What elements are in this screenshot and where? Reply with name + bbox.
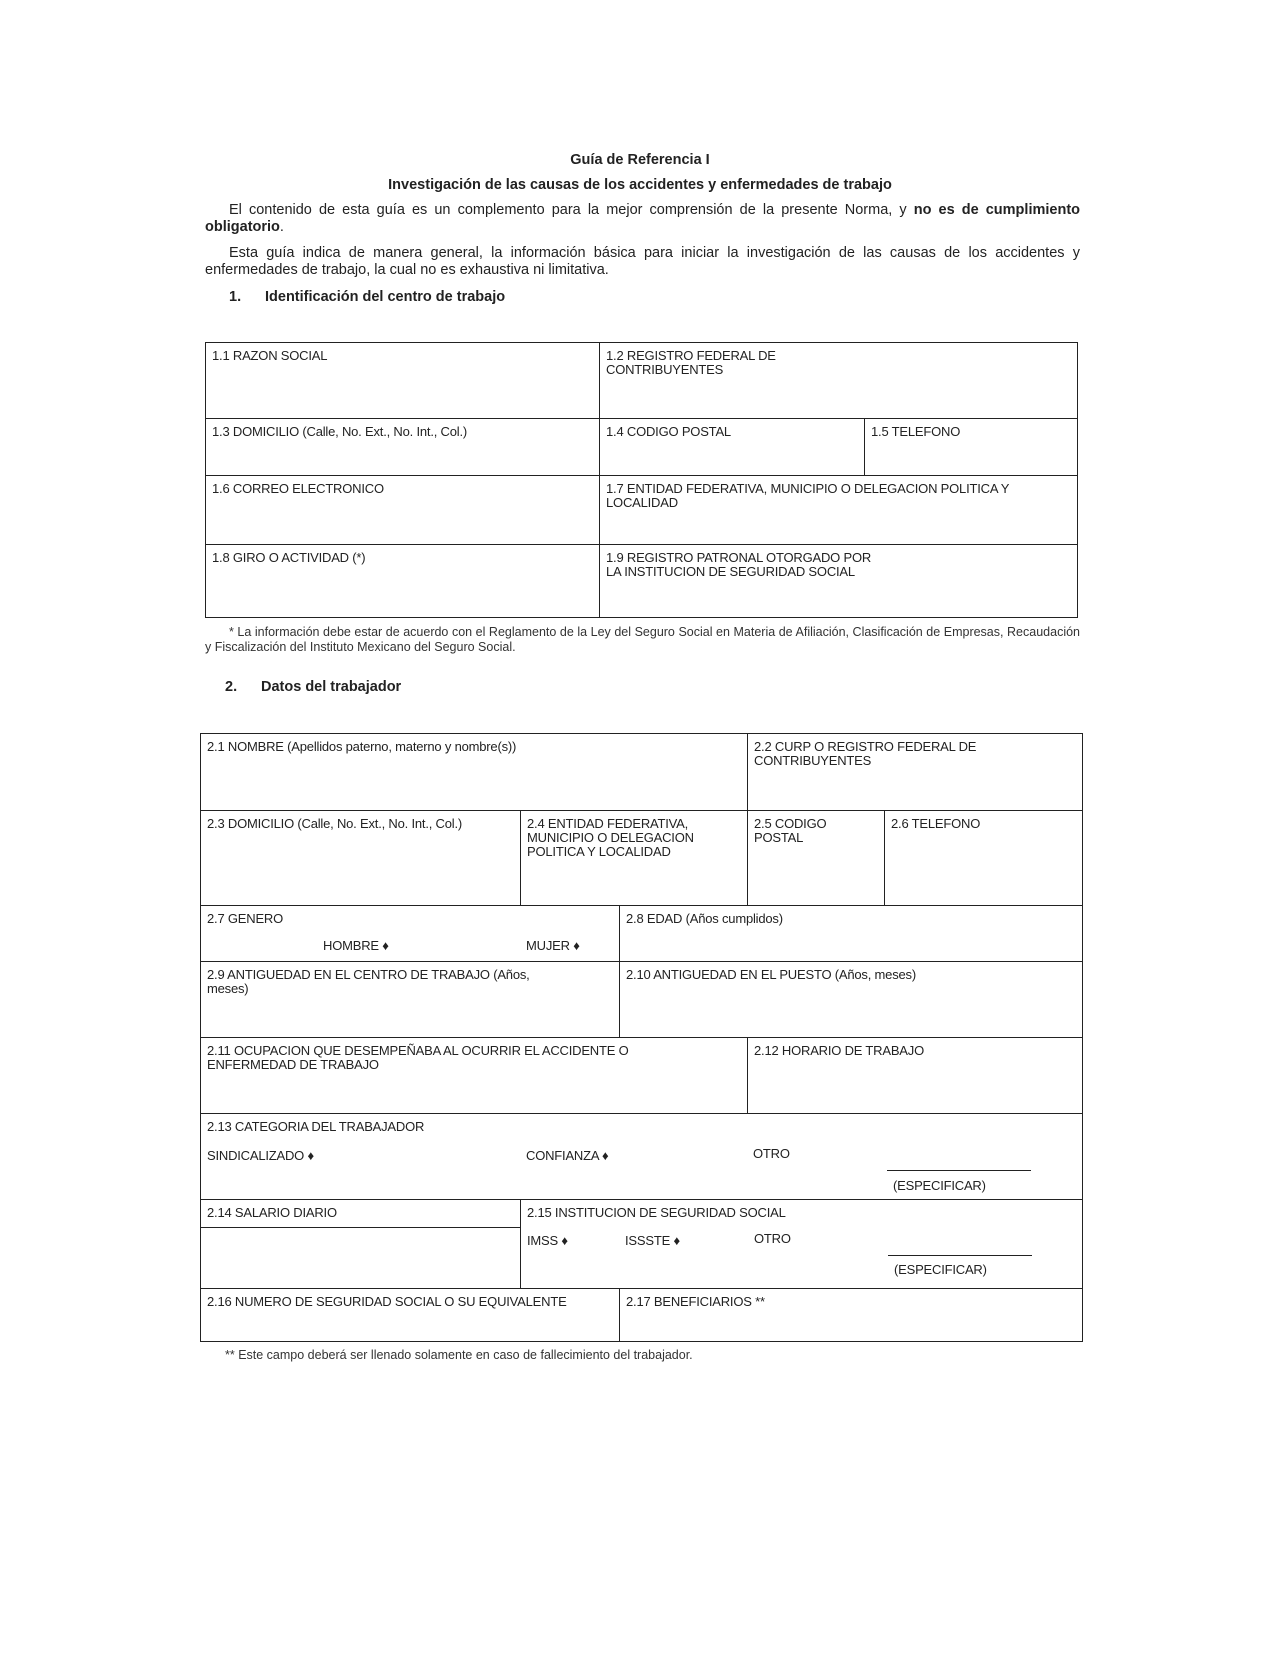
field-razon-social[interactable]: 1.1 RAZON SOCIAL xyxy=(212,348,328,363)
field-ocupacion[interactable]: 2.11 OCUPACION QUE DESEMPEÑABA AL OCURRIR EL ACCIDENTE O ENFERMEDAD DE TRABAJO xyxy=(201,1037,747,1113)
intro-bold-text: no es de cumplimiento obligatorio xyxy=(205,202,1081,235)
field-institucion: 2.15 INSTITUCION DE SEGURIDAD SOCIAL IMSS ♦ ISSSTE ♦ OTRO (ESPECIFICAR) xyxy=(520,1200,1082,1288)
page-title: Guía de Referencia I xyxy=(570,152,710,168)
field-beneficiarios[interactable]: 2.17 BENEFICIARIOS ** xyxy=(619,1288,1082,1341)
workplace-form xyxy=(205,342,1078,618)
field-giro[interactable]: 1.8 GIRO O ACTIVIDAD (*) xyxy=(206,544,599,617)
field-domicilio-trabajador[interactable]: 2.3 DOMICILIO (Calle, No. Ext., No. Int., Col.) xyxy=(201,810,520,905)
salario-divider xyxy=(201,1227,520,1228)
field-domicilio[interactable]: 1.3 DOMICILIO (Calle, No. Ext., No. Int., Col.) xyxy=(206,418,599,475)
field-entidad-federativa[interactable]: 1.7 ENTIDAD FEDERATIVA, MUNICIPIO O DELEGACION POLITICA Y LOCALIDAD xyxy=(599,475,1077,544)
worker-form xyxy=(200,733,1083,1342)
page-subtitle: Investigación de las causas de los accidentes y enfermedades de trabajo xyxy=(388,177,892,193)
option-mujer[interactable]: MUJER ♦ xyxy=(526,938,580,953)
field-telefono[interactable]: 1.5 TELEFONO xyxy=(864,418,1077,475)
intro-paragraph-2: Esta guía indica de manera general, la información básica para iniciar la investigación de las causas de los accidentes y enfermedades de trabajo, la cual no es exhaustiva ni limitativa. xyxy=(205,245,1080,278)
field-entidad-trabajador[interactable]: 2.4 ENTIDAD FEDERATIVA, MUNICIPIO O DELEGACION POLITICA Y LOCALIDAD xyxy=(520,810,747,905)
field-horario[interactable]: 2.12 HORARIO DE TRABAJO xyxy=(747,1037,1082,1113)
field-telefono-trabajador[interactable]: 2.6 TELEFONO xyxy=(884,810,1082,905)
section-2-heading: 2. Datos del trabajador xyxy=(225,679,402,695)
field-curp[interactable]: 2.2 CURP O REGISTRO FEDERAL DE CONTRIBUYENTES xyxy=(747,734,1082,810)
especificar-line[interactable] xyxy=(887,1170,1031,1171)
option-sindicalizado[interactable]: SINDICALIZADO ♦ xyxy=(207,1148,314,1163)
option-issste[interactable]: ISSSTE ♦ xyxy=(625,1233,680,1248)
option-imss[interactable]: IMSS ♦ xyxy=(527,1233,568,1248)
especificar-label-institucion: (ESPECIFICAR) xyxy=(894,1262,987,1277)
field-codigo-postal-trabajador[interactable]: 2.5 CODIGO POSTAL xyxy=(747,810,884,905)
footnote-2: ** Este campo deberá ser llenado solamente en caso de fallecimiento del trabajador. xyxy=(225,1348,693,1362)
field-numero-seguridad-social[interactable]: 2.16 NUMERO DE SEGURIDAD SOCIAL O SU EQUIVALENTE xyxy=(201,1288,619,1341)
field-codigo-postal[interactable]: 1.4 CODIGO POSTAL xyxy=(599,418,864,475)
field-nombre[interactable]: 2.1 NOMBRE (Apellidos paterno, materno y nombre(s)) xyxy=(207,739,517,754)
field-antiguedad-puesto[interactable]: 2.10 ANTIGUEDAD EN EL PUESTO (Años, meses) xyxy=(619,961,1082,1037)
field-salario[interactable]: 2.14 SALARIO DIARIO xyxy=(201,1200,520,1288)
section-1-heading: 1. Identificación del centro de trabajo xyxy=(229,289,506,305)
field-edad[interactable]: 2.8 EDAD (Años cumplidos) xyxy=(619,905,1082,961)
field-categoria: 2.13 CATEGORIA DEL TRABAJADOR SINDICALIZADO ♦ CONFIANZA ♦ OTRO (ESPECIFICAR) xyxy=(201,1113,1082,1200)
option-confianza[interactable]: CONFIANZA ♦ xyxy=(526,1148,609,1163)
especificar-line-institucion[interactable] xyxy=(888,1255,1032,1256)
intro-paragraph-1: El contenido de esta guía es un complemento para la mejor comprensión de la presente Norma, y no es de cumplimiento obligatorio. xyxy=(205,202,1081,235)
option-hombre[interactable]: HOMBRE ♦ xyxy=(323,938,389,953)
footnote-1: * La información debe estar de acuerdo con el Reglamento de la Ley del Seguro Social en Materia de Afiliación, Clasificación de Empresas, Recaudación y Fiscalización del Instituto Mexicano del Seguro Social. xyxy=(205,625,1080,654)
field-genero: 2.7 GENERO HOMBRE ♦ MUJER ♦ xyxy=(201,905,619,961)
field-correo[interactable]: 1.6 CORREO ELECTRONICO xyxy=(206,475,599,544)
especificar-label: (ESPECIFICAR) xyxy=(893,1178,986,1193)
field-rfc[interactable]: 1.2 REGISTRO FEDERAL DE CONTRIBUYENTES xyxy=(599,343,1077,418)
option-otro-institucion[interactable]: OTRO xyxy=(754,1231,791,1246)
field-registro-patronal[interactable]: 1.9 REGISTRO PATRONAL OTORGADO POR LA INSTITUCION DE SEGURIDAD SOCIAL xyxy=(599,544,1077,617)
field-antiguedad-centro[interactable]: 2.9 ANTIGUEDAD EN EL CENTRO DE TRABAJO (Años, meses) xyxy=(201,961,619,1037)
option-otro-categoria[interactable]: OTRO xyxy=(753,1146,790,1161)
